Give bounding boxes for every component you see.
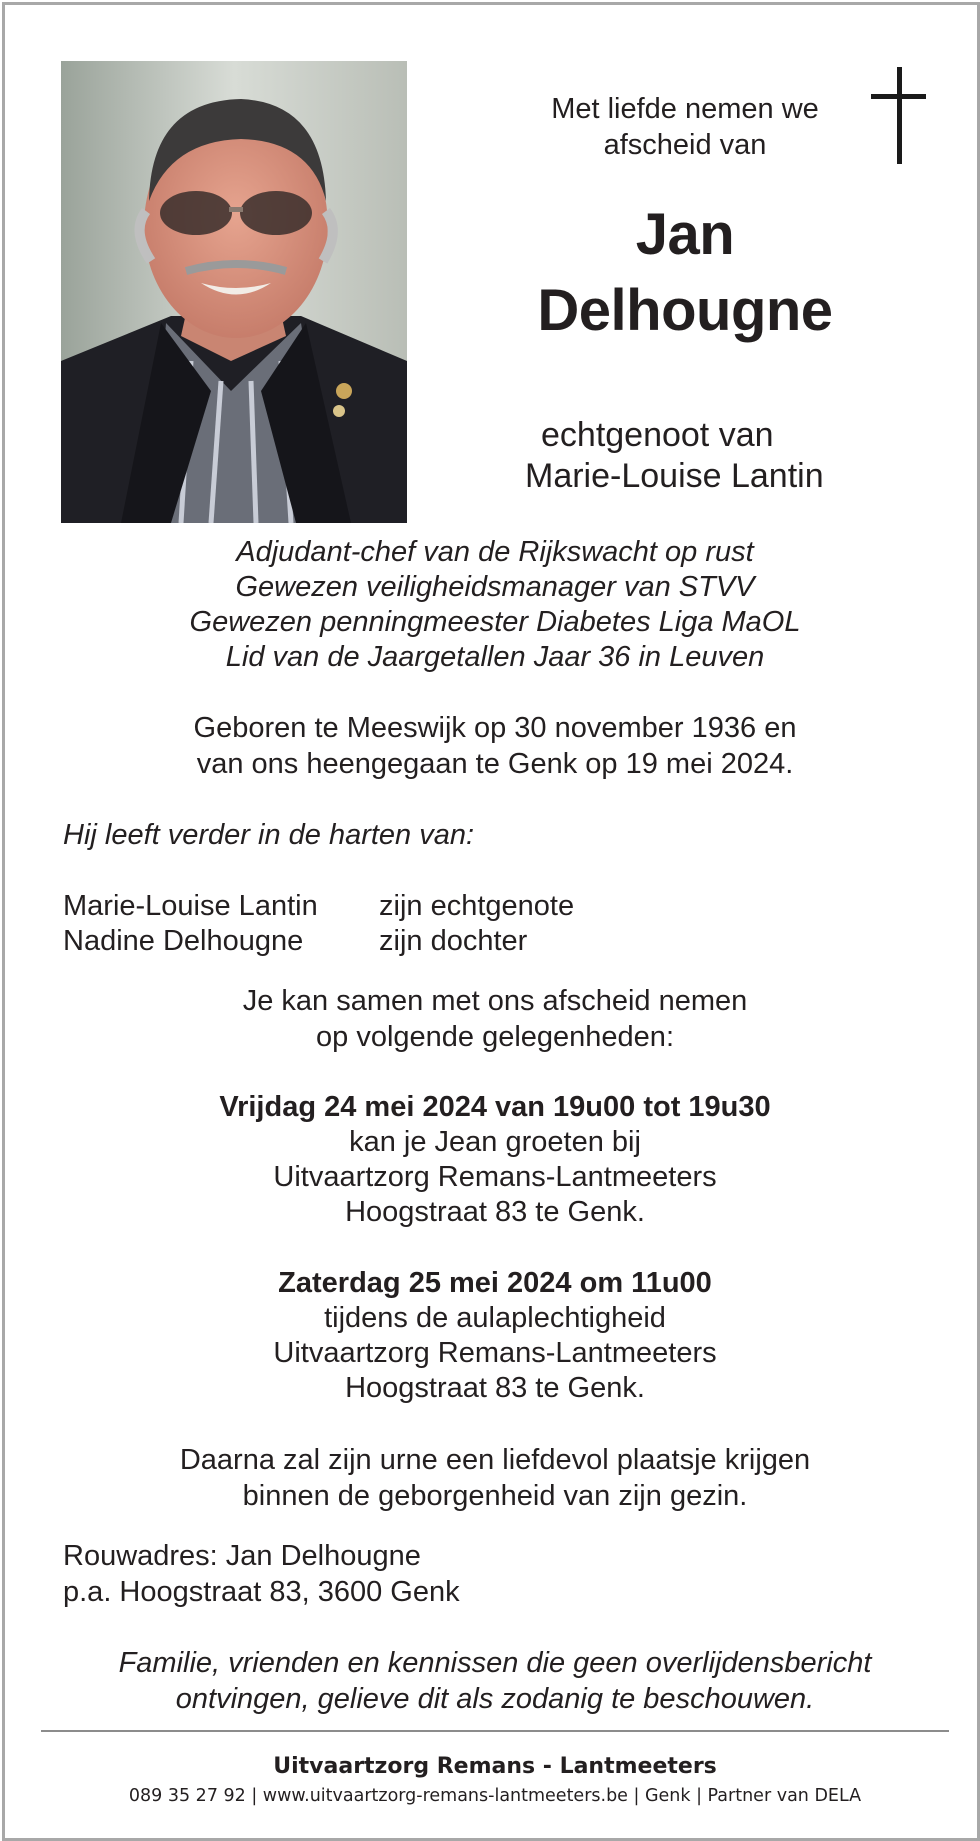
event-line: Uitvaartzorg Remans-Lantmeeters (273, 1161, 717, 1193)
intro-line: afscheid van (603, 129, 767, 161)
urn-line: binnen de geborgenheid van zijn gezin. (242, 1480, 748, 1512)
title-line: Adjudant-chef van de Rijkswacht op rust (236, 536, 754, 568)
cross-icon (869, 67, 929, 165)
address-line: p.a. Hoogstraat 83, 3600 Genk (63, 1576, 460, 1608)
family-member-name: Nadine Delhougne (63, 925, 304, 957)
event-viewing (5, 1090, 980, 1230)
spouse-label: echtgenoot van (541, 416, 774, 454)
deceased-name (485, 197, 885, 349)
notice-line: Familie, vrienden en kennissen die geen overlijdensbericht (118, 1647, 872, 1679)
event-heading: Zaterdag 25 mei 2024 om 11u00 (278, 1267, 712, 1299)
event-heading: Vrijdag 24 mei 2024 van 19u00 tot 19u30 (219, 1091, 771, 1123)
address-line: Rouwadres: Jan Delhougne (63, 1540, 421, 1572)
title-line: Gewezen veiligheidsmanager van STVV (235, 571, 755, 603)
titles-list (5, 535, 980, 675)
family-member-relation: zijn dochter (379, 925, 528, 957)
event-line: Hoogstraat 83 te Genk. (345, 1372, 645, 1404)
death-line: van ons heengegaan te Genk op 19 mei 2024. (196, 748, 794, 780)
event-ceremony (5, 1266, 980, 1406)
urn-text (5, 1442, 980, 1514)
funeral-home-contact[interactable]: 089 35 27 92 | www.uitvaartzorg-remans-lantmeeters.be | Genk | Partner van DELA (128, 1786, 862, 1806)
birth-death-text (5, 710, 980, 782)
obituary-card (2, 2, 980, 1841)
notice-line: ontvingen, gelieve dit als zodanig te beschouwen. (175, 1683, 815, 1715)
invite-line: op volgende gelegenheden: (316, 1021, 674, 1053)
urn-line: Daarna zal zijn urne een liefdevol plaatsje krijgen (179, 1444, 811, 1476)
first-name: Jan (635, 202, 735, 267)
notice-text (5, 1645, 980, 1717)
title-line: Lid van de Jaargetallen Jaar 36 in Leuven (225, 641, 765, 673)
birth-line: Geboren te Meeswijk op 30 november 1936 en (193, 712, 797, 744)
title-line: Gewezen penningmeester Diabetes Liga MaOL (189, 606, 801, 638)
last-name: Delhougne (537, 278, 833, 343)
funeral-home-name: Uitvaartzorg Remans - Lantmeeters (273, 1754, 717, 1779)
event-line: Uitvaartzorg Remans-Lantmeeters (273, 1337, 717, 1369)
event-line: Hoogstraat 83 te Genk. (345, 1196, 645, 1228)
event-line: tijdens de aulaplechtigheid (324, 1302, 666, 1334)
intro-line: Met liefde nemen we (551, 93, 819, 125)
family-member-relation: zijn echtgenote (379, 890, 575, 922)
footer-divider (41, 1730, 949, 1732)
invite-line: Je kan samen met ons afscheid nemen (242, 985, 748, 1017)
lives-on-text: Hij leeft verder in de harten van: (63, 819, 475, 851)
mourning-address (63, 1538, 460, 1610)
family-member-name: Marie-Louise Lantin (63, 890, 318, 922)
spouse-name: Marie-Louise Lantin (525, 457, 824, 495)
intro-text (505, 91, 865, 163)
portrait-photo (61, 61, 407, 523)
event-line: kan je Jean groeten bij (349, 1126, 641, 1158)
farewell-invite (5, 983, 980, 1055)
